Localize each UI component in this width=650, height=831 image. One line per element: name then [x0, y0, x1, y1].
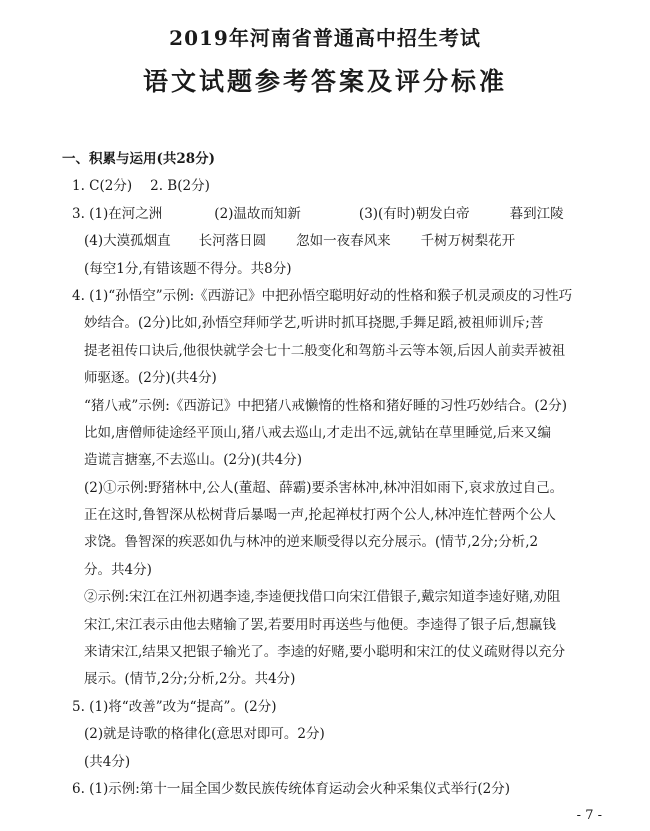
q3-blank-7: 忽如一夜春风来	[296, 233, 391, 250]
q3-scoring-note: (每空1分,有错该题不得分。共8分)	[84, 260, 292, 277]
q3-blank-5: (4)大漠孤烟直	[84, 233, 171, 250]
q4-line: 4. (1)“孙悟空”示例:《西游记》中把孙悟空聪明好动的性格和猴子机灵顽皮的习性巧	[72, 287, 573, 304]
q3-blank-2: (2)温故而知新	[214, 205, 301, 222]
q5-line: (共4分)	[84, 753, 131, 770]
q4-line: 比如,唐僧师徒途经平顶山,猪八戒去巡山,才走出不远,就钻在草里睡觉,后来又编	[84, 424, 551, 441]
q4-line: 分。共4分)	[84, 561, 152, 578]
section-heading: 一、积累与运用(共28分)	[62, 151, 216, 167]
q4-line: ②示例:宋江在江州初遇李逵,李逵便找借口向宋江借银子,戴宗知道李逵好赌,劝阻	[84, 589, 561, 606]
q3-blank-4: 暮到江陵	[509, 205, 564, 222]
q4-line: 师驱逐。(2分)(共4分)	[84, 370, 217, 387]
q6-line: 6. (1)示例:第十一届全国少数民族传统体育运动会火种采集仪式举行(2分)	[72, 780, 510, 797]
q4-line: 造谎言搪塞,不去巡山。(2分)(共4分)	[84, 452, 303, 469]
q4-line: 宋江,宋江表示由他去赌输了罢,若要用时再送些与他便。李逵得了银子后,想赢钱	[84, 616, 556, 633]
document-title: 2019年河南省普通高中招生考试	[169, 26, 481, 50]
answer-line-q1-2	[62, 173, 607, 200]
page-number: - 7 -	[576, 808, 602, 823]
q4-line: 妙结合。(2分)比如,孙悟空拜师学艺,听讲时抓耳挠腮,手舞足蹈,被祖师训斥;菩	[84, 315, 544, 332]
q5-line: 5. (1)将“改善”改为“提高”。(2分)	[72, 698, 277, 715]
q3-blank-8: 千树万树梨花开	[420, 233, 516, 250]
q4-line: 求饶。鲁智深的疾恶如仇与林冲的逆来顺受得以充分展示。(情节,2分;分析,2	[84, 534, 539, 551]
answer-line-q3-a	[62, 201, 607, 228]
q4-line: “猪八戒”示例:《西游记》中把猪八戒懒惰的性格和猪好睡的习性巧妙结合。(2分)	[84, 397, 567, 414]
answer-line-q3-b	[62, 228, 607, 255]
q4-line: 正在这时,鲁智深从松树背后暴喝一声,抡起禅杖打两个公人,林冲连忙替两个公人	[84, 507, 556, 524]
q4-line: 提老祖传口诀后,他很快就学会七十二般变化和驾筋斗云等本领,后因人前卖弄被祖	[84, 342, 566, 359]
q3-blank-6: 长河落日圆	[198, 233, 267, 250]
answer-body	[62, 146, 607, 803]
answer-q1: 1. C(2分)	[72, 178, 133, 195]
q3-blank-1: 3. (1)在河之洲	[72, 205, 163, 222]
q4-line: (2)①示例:野猪林中,公人(董超、薛霸)要杀害林冲,林冲泪如雨下,哀求放过自己。	[84, 479, 564, 496]
answer-q2: 2. B(2分)	[150, 178, 210, 195]
q4-line: 展示。(情节,2分;分析,2分。共4分)	[84, 671, 296, 688]
q5-line: (2)就是诗歌的格律化(意思对即可。2分)	[84, 726, 325, 743]
document-subtitle: 语文试题参考答案及评分标准	[142, 67, 507, 96]
q3-blank-3: (3)(有时)朝发白帝	[358, 205, 470, 222]
q4-line: 来请宋江,结果又把银子输光了。李逵的好赌,要小聪明和宋江的仗义疏财得以充分	[84, 644, 566, 661]
